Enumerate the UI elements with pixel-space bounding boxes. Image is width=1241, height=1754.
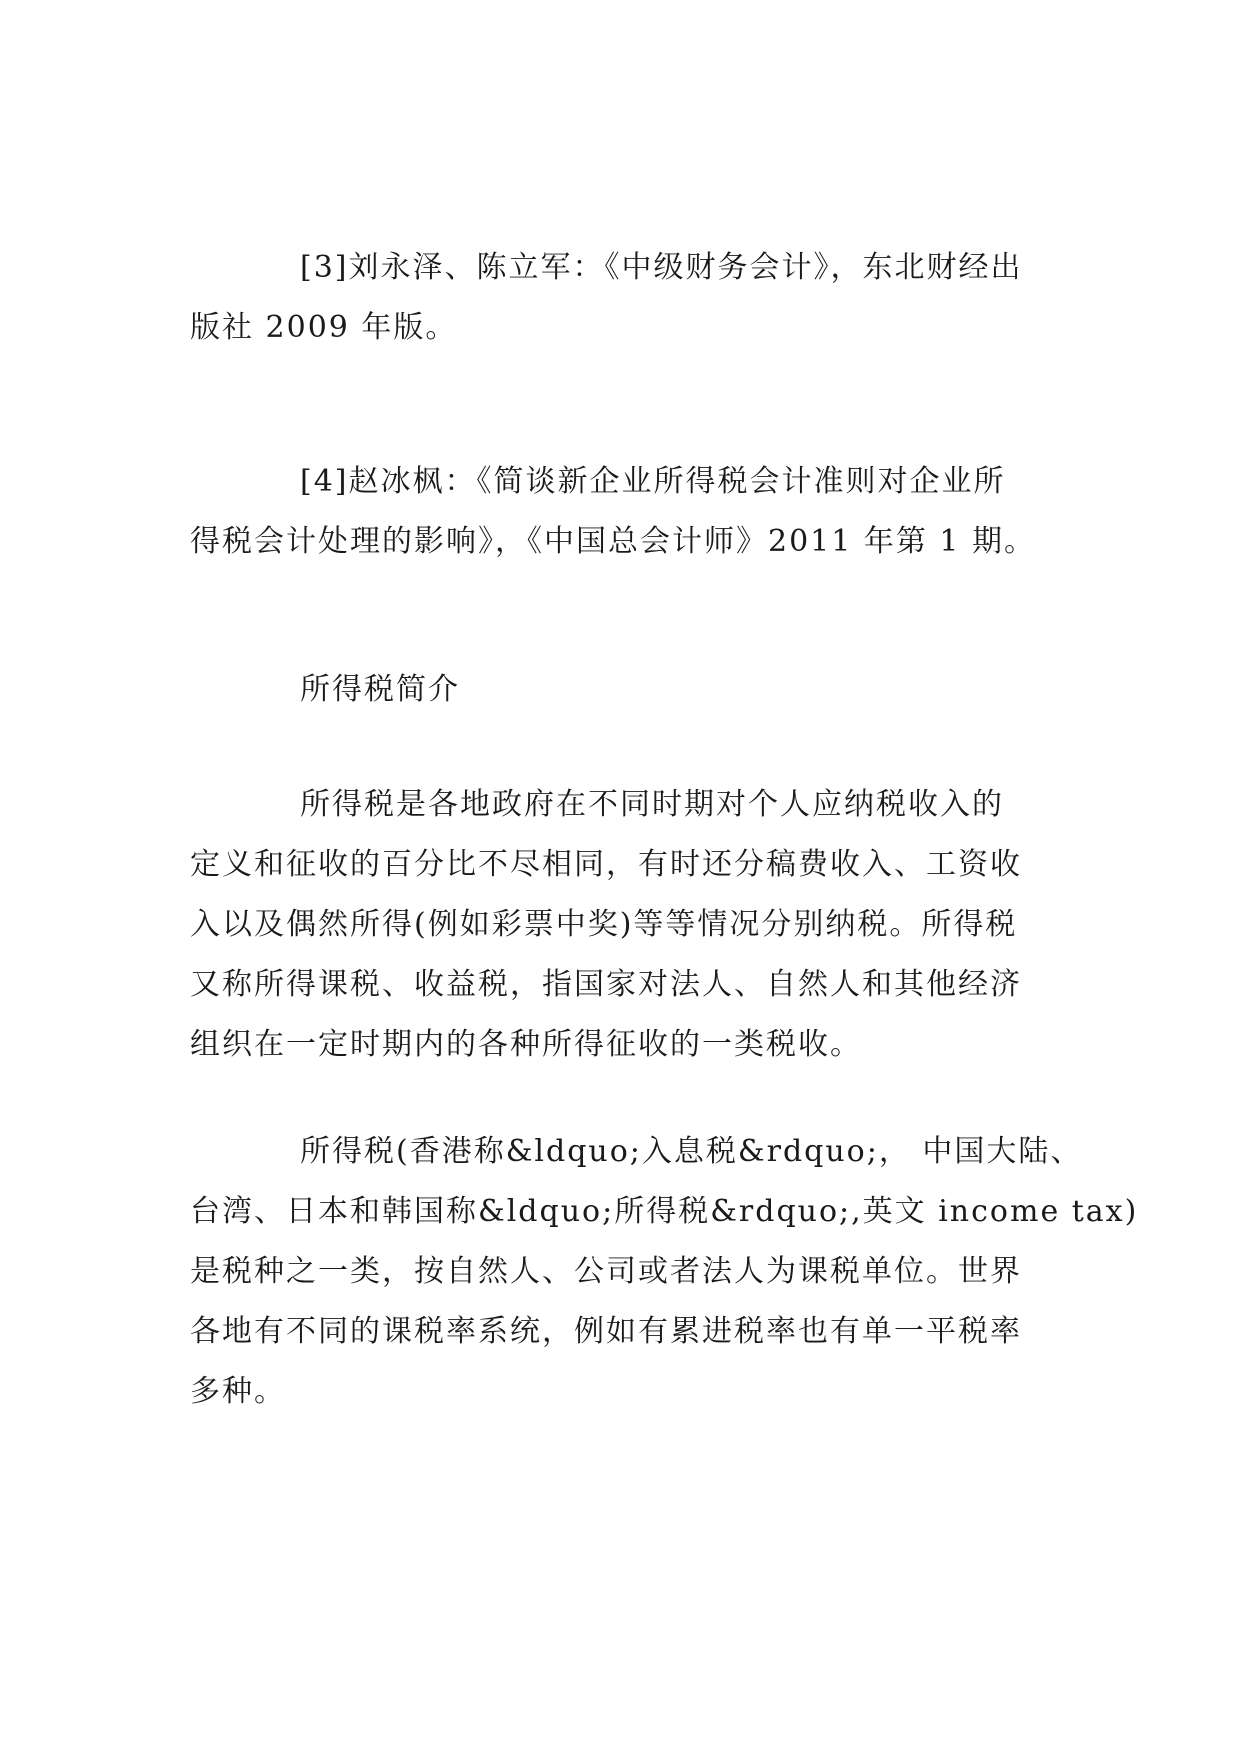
paragraph-1-line-5: 组织在一定时期内的各种所得征收的一类税收。: [190, 1027, 862, 1062]
paragraph-1-line-3: 入以及偶然所得(例如彩票中奖)等等情况分别纳税。所得税: [190, 907, 1018, 942]
reference-3-line-1: [3]刘永泽、陈立军：《中级财务会计》，东北财经出: [300, 250, 1023, 285]
paragraph-2-line-2: 台湾、日本和韩国称&ldquo;所得税&rdquo;,英文 income tax): [190, 1194, 1139, 1229]
reference-4-line-2: 得税会计处理的影响》，《中国总会计师》2011 年第 1 期。: [190, 524, 1037, 559]
paragraph-1-line-1: 所得税是各地政府在不同时期对个人应纳税收入的: [300, 787, 1004, 822]
reference-4: [190, 452, 1050, 572]
paragraph-2-line-4: 各地有不同的课税率系统，例如有累进税率也有单一平税率: [190, 1314, 1022, 1349]
reference-3: [190, 238, 1050, 358]
paragraph-2-line-5: 多种。: [190, 1374, 286, 1409]
reference-3-line-2: 版社 2009 年版。: [190, 310, 458, 345]
reference-4-line-1: [4]赵冰枫：《简谈新企业所得税会计准则对企业所: [300, 464, 1006, 499]
section-paragraph-2: [190, 1122, 1139, 1422]
paragraph-1-line-4: 又称所得课税、收益税，指国家对法人、自然人和其他经济: [190, 967, 1022, 1002]
paragraph-2-line-1: 所得税(香港称&ldquo;入息税&rdquo;， 中国大陆、: [300, 1134, 1083, 1169]
section-paragraph-1: [190, 775, 1050, 1075]
paragraph-1-line-2: 定义和征收的百分比不尽相同，有时还分稿费收入、工资收: [190, 847, 1022, 882]
paragraph-2-line-3: 是税种之一类，按自然人、公司或者法人为课税单位。世界: [190, 1254, 1022, 1289]
section-title: 所得税简介: [300, 672, 460, 707]
